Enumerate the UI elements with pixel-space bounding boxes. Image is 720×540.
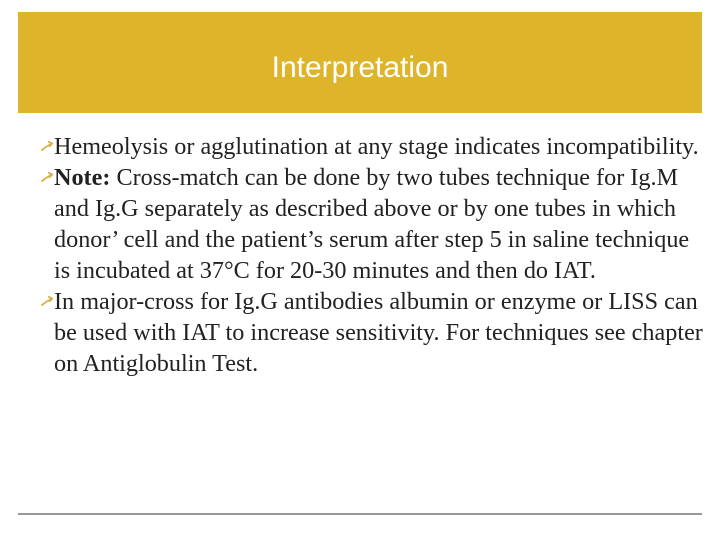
bullet-text: Cross-match can be done by two tubes technique for Ig.M and Ig.G separately as described above or by one tubes in which donor’ cell and the patient’s serum after step 5 in saline technique is incubated at 37°C for 20-30 minutes and then do IAT. [54,164,690,284]
bullet-text: In major-cross for Ig.G antibodies albumin or enzyme or LISS can be used with IAT to increase sensitivity. For techniques see chapter on Antiglobulin Test. [54,288,703,377]
footer-divider [18,513,702,515]
slide-title: Interpretation [271,50,449,84]
bullet-item [42,162,704,286]
title-band [18,12,702,113]
curved-arrow-bullet-icon [40,168,54,184]
bullet-text: Hemeolysis or agglutination at any stage indicates incompatibility. [54,133,699,160]
bullet-bold-prefix: Note: [54,164,111,191]
curved-arrow-bullet-icon [40,137,54,153]
bullet-item [42,286,704,379]
bullet-item [42,131,704,162]
slide-content [42,131,704,379]
curved-arrow-bullet-icon [40,292,54,308]
